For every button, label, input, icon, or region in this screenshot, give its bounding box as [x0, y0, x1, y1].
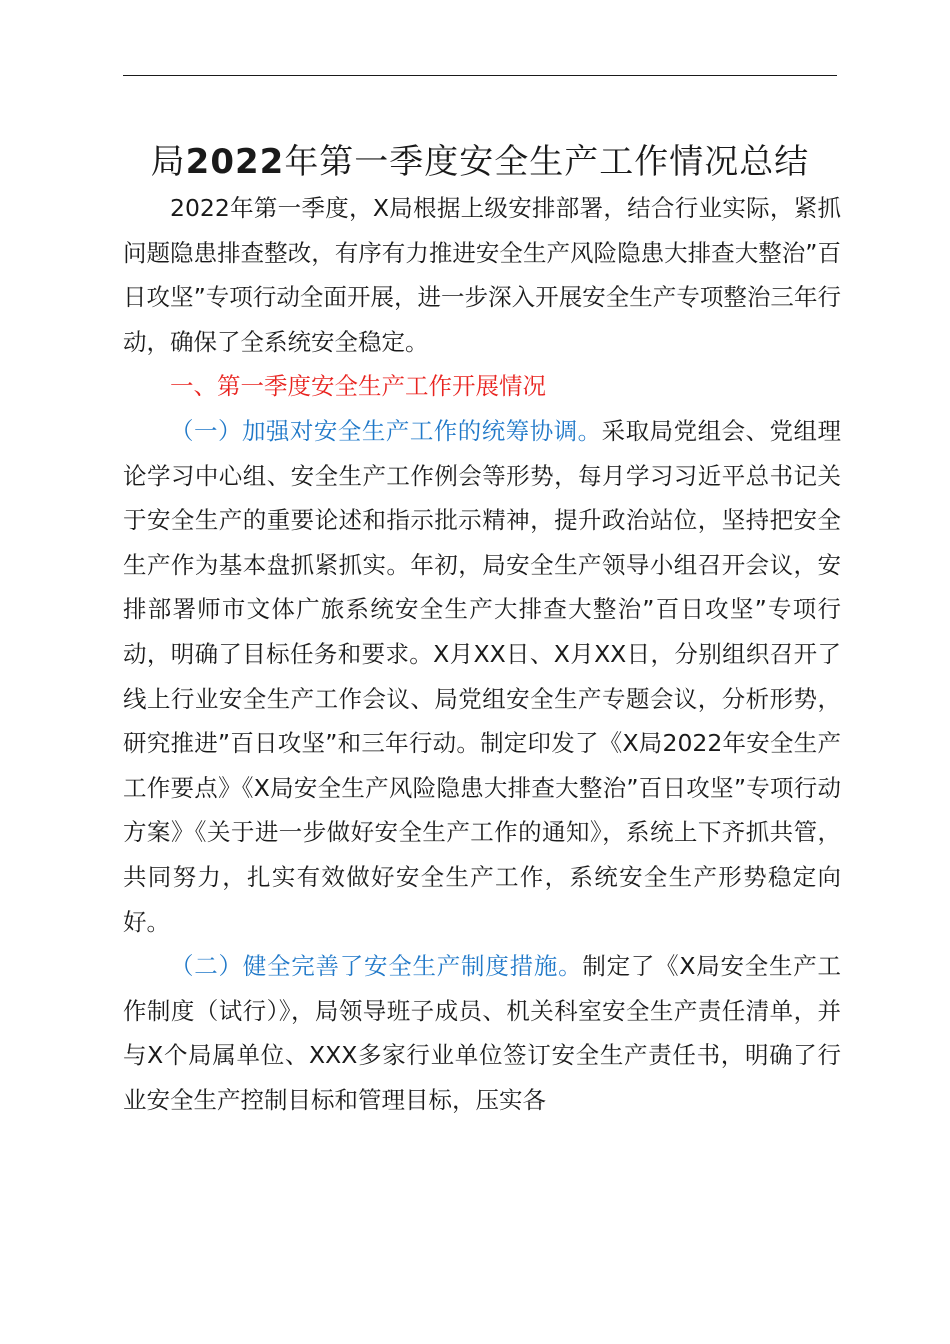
title-suffix: 年第一季度安全生产工作情况总结	[284, 142, 810, 182]
section-heading: 一、第一季度安全生产工作开展情况	[170, 372, 546, 401]
intro-paragraph: 2022年第一季度，X局根据上级安排部署，结合行业实际，紧抓问题隐患排查整改，有序有力推进安全生产风险隐患大排查大整治”百日攻坚”专项行动全面开展，进一步深入开展安全生产专项整治三年行动，确保了全系统安全稳定。	[123, 194, 841, 356]
subsection-2-body: 制定了《X局安全生产工作制度（试行）》，局领导班子成员、机关科室安全生产责任清单，并与X个局属单位、XXX多家行业单位签订安全生产责任书，明确了行业安全生产控制目标和管理目标，压实各	[123, 952, 841, 1114]
document-body	[123, 186, 841, 1122]
subsection-1-paragraph	[123, 409, 841, 944]
subsection-2-heading: （二）健全完善了安全生产制度措施。	[170, 952, 583, 981]
subsection-1-body: 采取局党组会、党组理论学习中心组、安全生产工作例会等形势，每月学习习近平总书记关于安全生产的重要论述和指示批示精神，提升政治站位，坚持把安全生产作为基本盘抓紧抓实。年初，局安全生产领导小组召开会议，安排部署师市文体广旅系统安全生产大排查大整治”百日攻坚”专项行动，明确了目标任务和要求。X月XX日、X月XX日，分别组织召开了线上行业安全生产工作会议、局党组安全生产专题会议，分析形势，研究推进”百日攻坚”和三年行动。制定印发了《X局2022年安全生产工作要点》《X局安全生产风险隐患大排查大整治”百日攻坚”专项行动方案》《关于进一步做好安全生产工作的通知》，系统上下齐抓共管，共同努力，扎实有效做好安全生产工作，系统安全生产形势稳定向好。	[123, 416, 842, 936]
document-title	[110, 138, 850, 186]
header-rule	[123, 75, 837, 76]
title-prefix: 局	[150, 142, 186, 182]
subsection-2-paragraph	[123, 944, 841, 1122]
subsection-1-heading: （一）加强对安全生产工作的统筹协调。	[170, 416, 602, 445]
title-year: 2022	[185, 142, 285, 182]
